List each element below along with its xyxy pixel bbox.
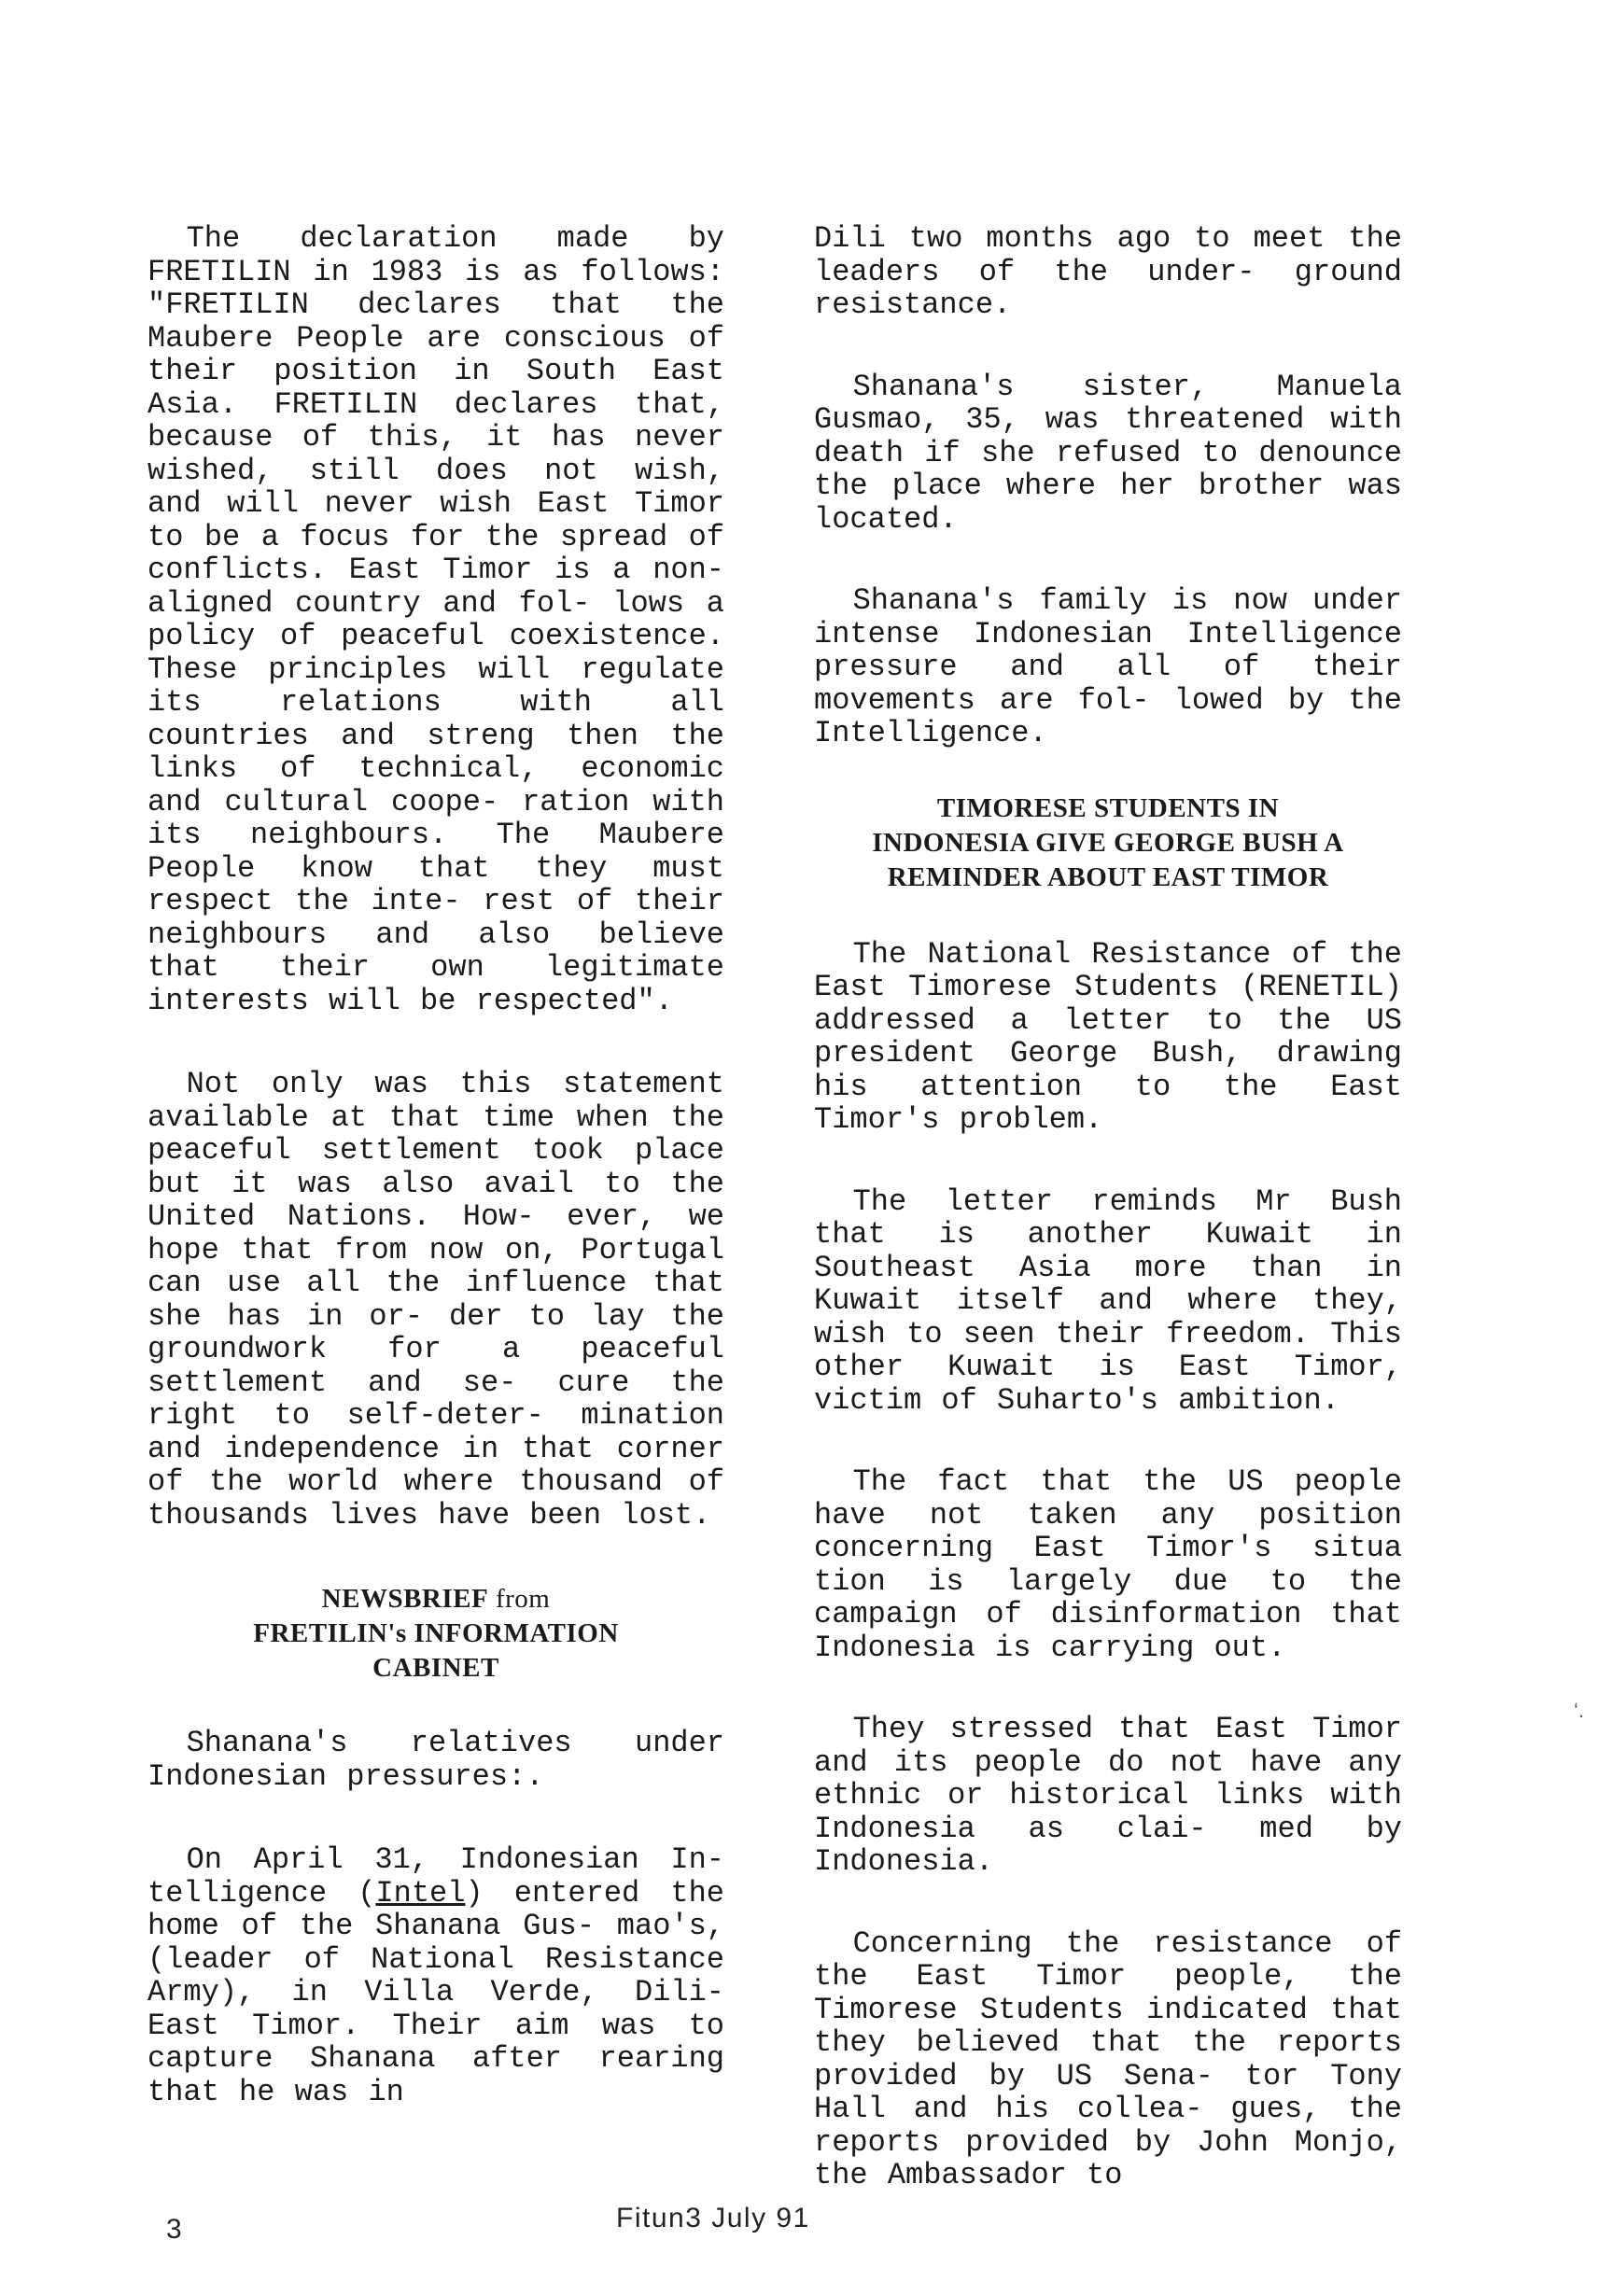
paragraph-resistance-reports: Concerning the resistance of the East Timor people, the Timorese Students indicated that they believed that the reports provided by US Sena- tor Tony Hall and his collea- gues, the reports provided by John Monjo, the Ambassador to [814, 1925, 1402, 2192]
heading-newsbrief-line2: FRETILIN's INFORMATION [253, 1618, 619, 1648]
paragraph-family-pressure: Shanana's family is now under intense Indonesian Intelligence pressure and all of their movements are fol- lowed by the Intelligence. [814, 583, 1402, 750]
paragraph-intel-raid-end: ) entered the home of the Shanana Gus- mao's, (leader of National Resistance Army), in Villa Verde, Dili-East Timor. Their aim was to capture Shanana after rearing that he was in [147, 1875, 724, 2109]
heading-students-line2: INDONESIA GIVE GEORGE BUSH A [872, 827, 1344, 858]
paragraph-intel-raid [147, 1843, 724, 2108]
left-column [147, 222, 724, 2159]
paragraph-kuwait-comparison: The letter reminds Mr Bush that is another Kuwait in Southeast Asia more than in Kuwait itself and where they, wish to seen their freedom. This other Kuwait is East Timor, victim of Suharto's ambition. [814, 1183, 1402, 1418]
paragraph-dili-continuation: Dili two months ago to meet the leaders of the under- ground resistance. [814, 221, 1402, 322]
paragraph-sister-threatened: Shanana's sister, Manuela Gusmao, 35, was threatened with death if she refused to denounce the place where her brother was located. [814, 369, 1402, 537]
right-column [814, 222, 1402, 2241]
heading-students-line1: TIMORESE STUDENTS IN [936, 792, 1280, 823]
issue-label: Fitun3 July 91 [616, 2203, 810, 2233]
page-number: 3 [166, 2214, 182, 2245]
paragraph-intel-raid-start: On April 31, Indonesian In- telligence ( [147, 1842, 724, 1911]
paragraph-us-disinformation: The fact that the US people have not taken any position concerning East Timor's situa tion is largely due to the campaign of disinformation that Indonesia is carrying out. [814, 1464, 1402, 1665]
intel-underlined-term: Intel [375, 1875, 466, 1911]
paragraph-statement-availability: Not only was this statement available at that time when the peaceful settlement took place but it was also avail to the United Nations. How- ever, we hope that from now on, Portugal can use all the influence that she has in or- der to lay the groundwork for a peaceful settlement and se- cure the right to self-deter- mination and independence in that corner of the world where thousand of thousands lives have been lost. [147, 1067, 724, 1533]
paragraph-relatives-pressure: Shanana's relatives under Indonesian pressures:. [147, 1726, 724, 1794]
heading-newsbrief-from: from [495, 1584, 551, 1614]
scan-speck: ‘. [1574, 1699, 1584, 1722]
heading-timorese-students [814, 791, 1402, 895]
heading-newsbrief-word: NEWSBRIEF [321, 1584, 489, 1614]
heading-newsbrief-line3: CABINET [372, 1653, 499, 1683]
paragraph-fretilin-declaration: The declaration made by FRETILIN in 1983 is as follows: "FRETILIN declares that the Maubere People are conscious of their position in South East Asia. FRETILIN declares that, because of this, it has never wished, still does not wish, and will never wish East Timor to be a focus for the spread of conflicts. East Timor is a non-aligned country and fol- lows a policy of peaceful coexistence. These principles will regulate its relations with all countries and streng then the links of technical, economic and cultural coope- ration with its neighbours. The Maubere People know that they must respect the inte- rest of their neighbours and also believe that their own legitimate interests will be respected". [147, 221, 724, 1018]
paragraph-renetil-letter: The National Resistance of the East Timorese Students (RENETIL) addressed a letter to the US president George Bush, drawing his attention to the East Timor's problem. [814, 936, 1402, 1137]
paragraph-no-ethnic-links: They stressed that East Timor and its people do not have any ethnic or historical links with Indonesia as clai- med by Indonesia. [814, 1712, 1402, 1879]
heading-newsbrief [147, 1582, 724, 1686]
heading-students-line3: REMINDER ABOUT EAST TIMOR [887, 861, 1329, 892]
